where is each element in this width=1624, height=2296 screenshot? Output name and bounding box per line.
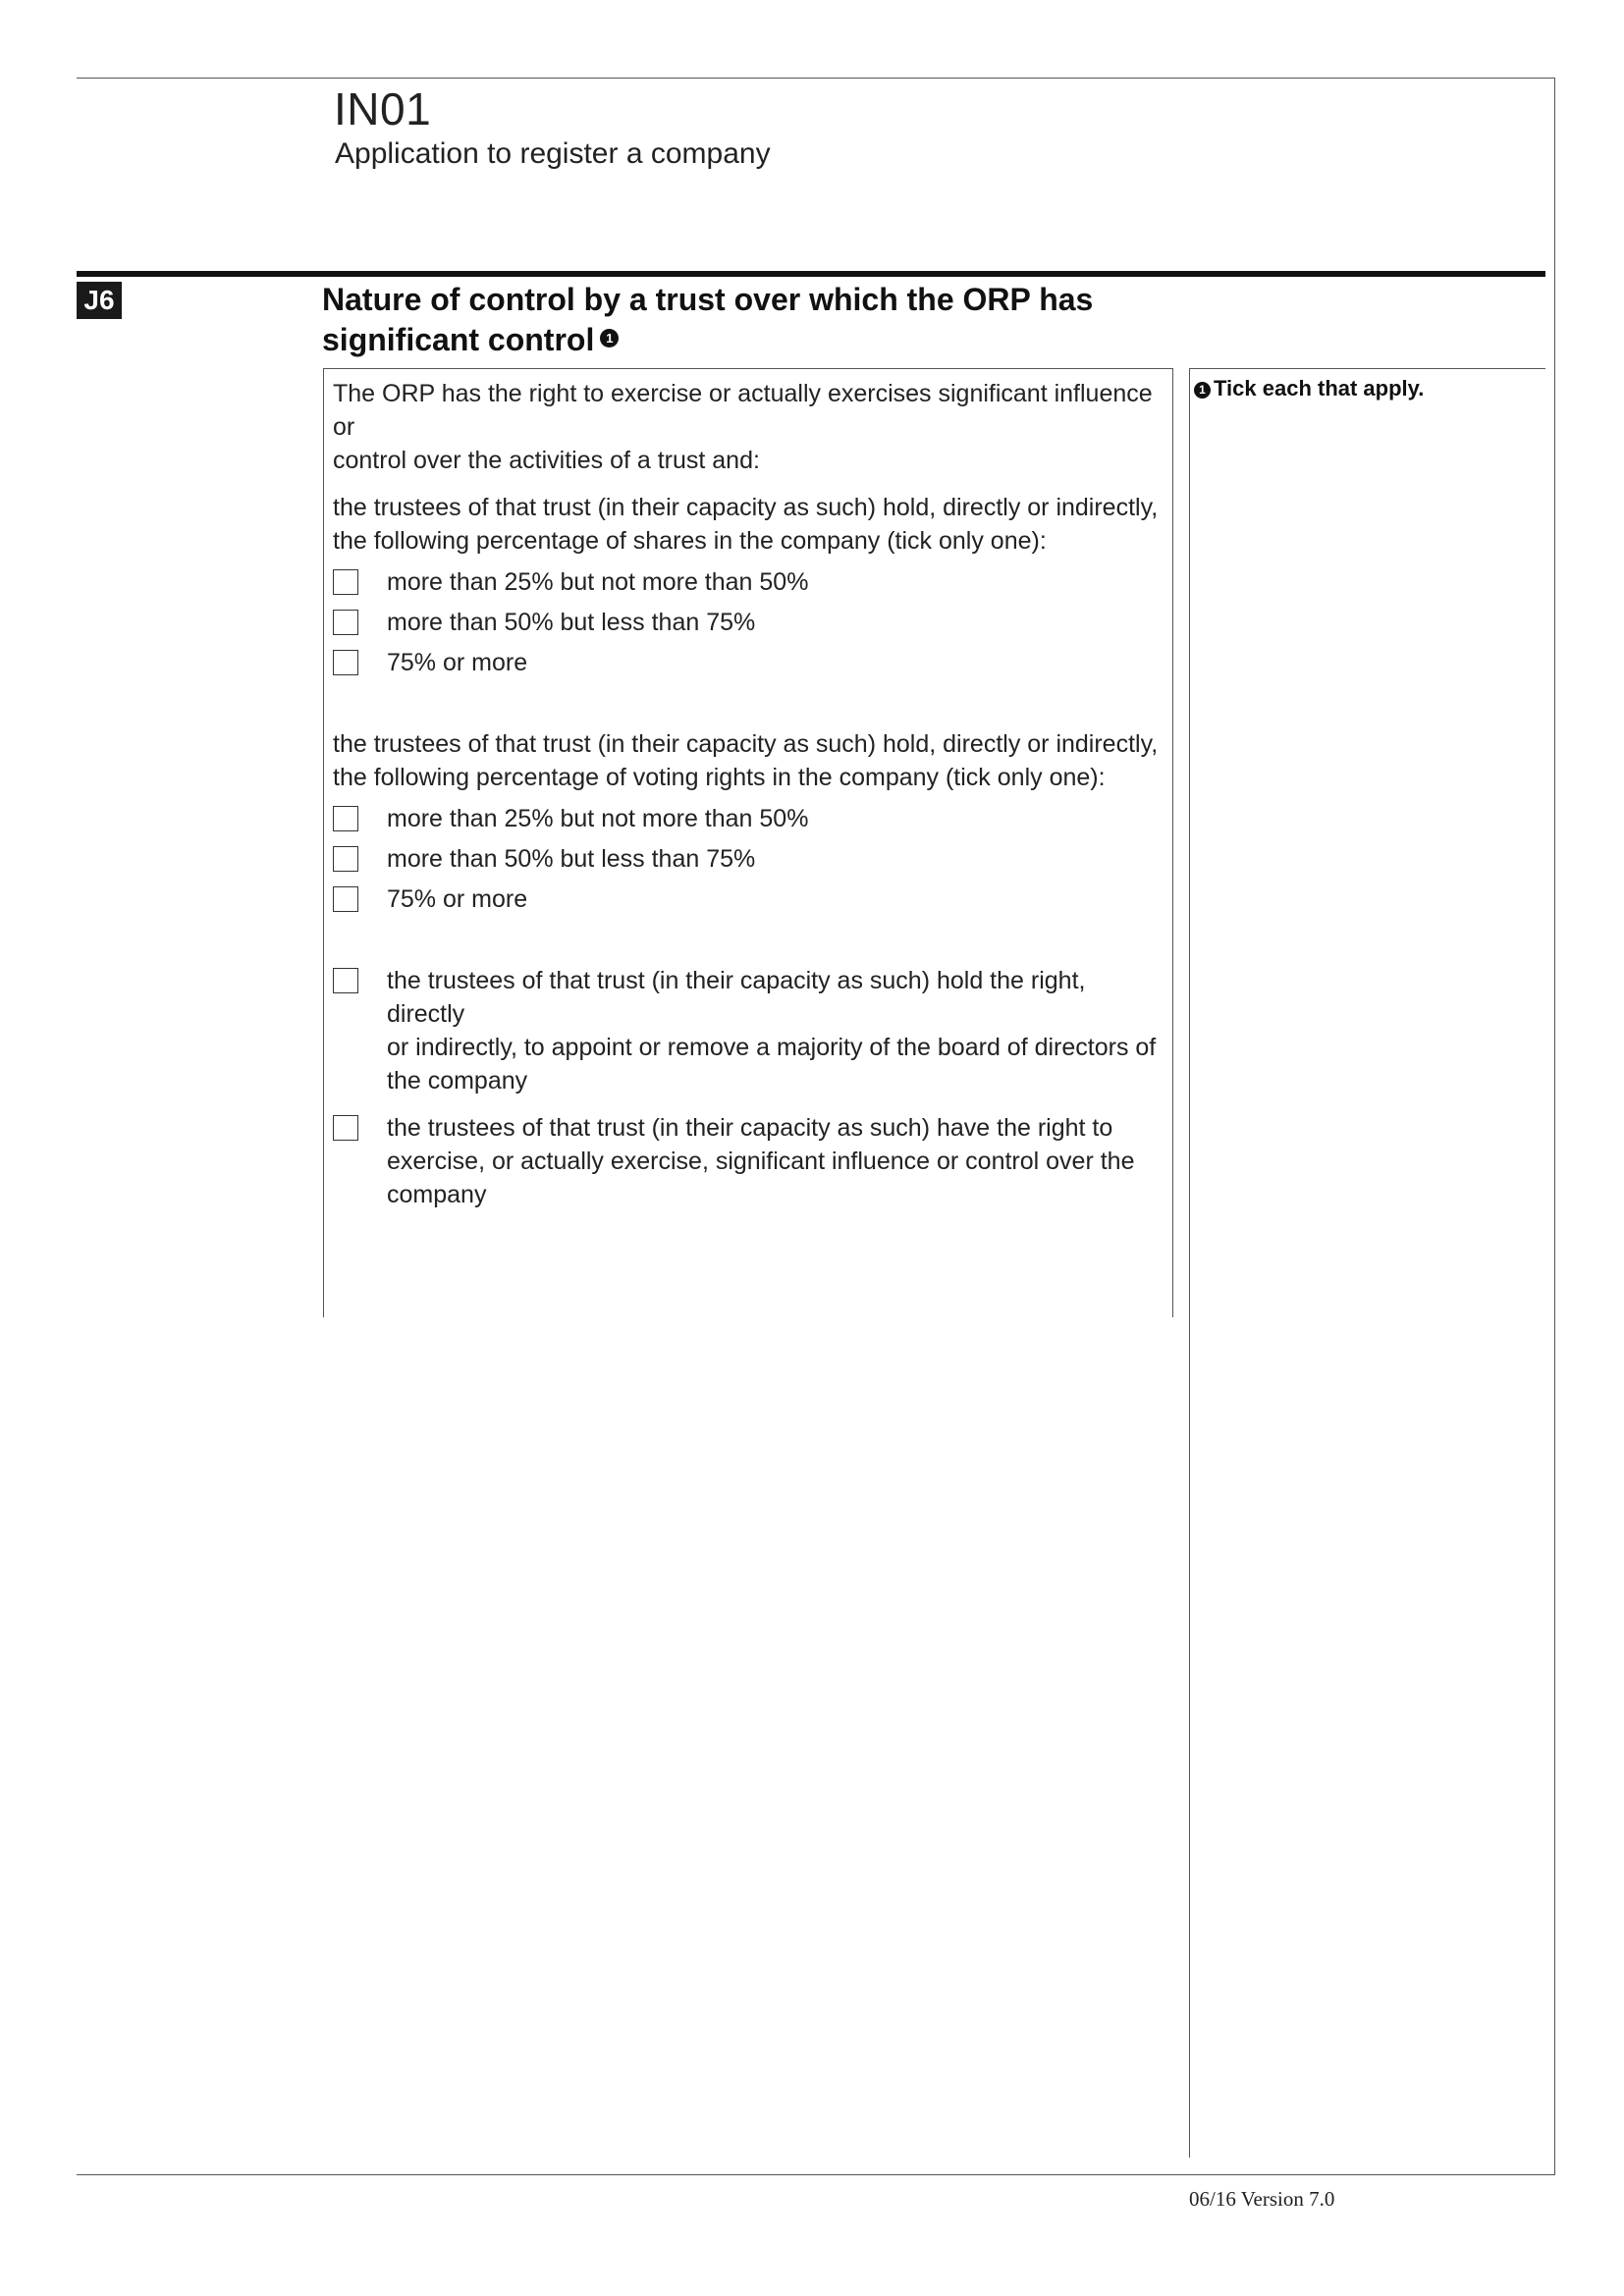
shares-option-50-75[interactable]	[333, 606, 1167, 645]
shares-50-75-checkbox[interactable]	[333, 610, 358, 635]
voting-75-plus-label: 75% or more	[387, 885, 528, 913]
shares-option-75-plus[interactable]	[333, 646, 1167, 685]
voting-option-25-50[interactable]	[333, 802, 1167, 841]
significant-influence-option[interactable]	[333, 1111, 1167, 1219]
page-border-top	[77, 78, 1555, 79]
shares-option-25-50[interactable]	[333, 565, 1167, 605]
shares-question: the trustees of that trust (in their capacity as such) hold, directly or indirectly, the following percentage of shares in the company (tick only one):	[333, 494, 1159, 555]
guidance-note-text: Tick each that apply.	[1214, 376, 1425, 400]
note-marker-icon: 1	[1194, 382, 1211, 399]
shares-75-plus-checkbox[interactable]	[333, 650, 358, 675]
voting-question: the trustees of that trust (in their capacity as such) hold, directly or indirectly, the following percentage of voting rights in the company (tick only one):	[333, 730, 1159, 791]
shares-75-plus-label: 75% or more	[387, 649, 528, 676]
appoint-directors-checkbox[interactable]	[333, 968, 358, 993]
note-marker-icon: 1	[600, 329, 619, 347]
shares-25-50-label: more than 25% but not more than 50%	[387, 568, 809, 596]
shares-25-50-checkbox[interactable]	[333, 569, 358, 595]
appoint-directors-label: the trustees of that trust (in their capacity as such) hold the right, directly or indirectly, to appoint or remove a majority of the board of directors of the company	[387, 967, 1157, 1095]
voting-50-75-label: more than 50% but less than 75%	[387, 845, 756, 873]
appoint-directors-option[interactable]	[333, 964, 1167, 1095]
significant-influence-checkbox[interactable]	[333, 1115, 358, 1141]
intro-text: The ORP has the right to exercise or actually exercises significant influence or control over the activities of a trust and:	[333, 380, 1153, 474]
page-border-right	[1554, 78, 1555, 2174]
voting-50-75-checkbox[interactable]	[333, 846, 358, 872]
section-heading-line1: Nature of control by a trust over which the ORP has	[322, 282, 1094, 317]
voting-option-50-75[interactable]	[333, 842, 1167, 881]
guidance-note	[1194, 376, 1424, 401]
form-code: IN01	[334, 83, 432, 134]
section-heading	[322, 280, 1127, 360]
control-options-panel	[323, 368, 1173, 1317]
voting-option-75-plus[interactable]	[333, 882, 1167, 922]
page-border-bottom	[77, 2174, 1555, 2175]
section-divider	[77, 271, 1545, 277]
voting-25-50-checkbox[interactable]	[333, 806, 358, 831]
form-title: Application to register a company	[335, 137, 771, 170]
section-badge: J6	[77, 282, 122, 319]
voting-25-50-label: more than 25% but not more than 50%	[387, 805, 809, 832]
significant-influence-label: the trustees of that trust (in their capacity as such) have the right to exercise, or actually exercise, significant influence or control over the company	[387, 1114, 1135, 1208]
form-version: 06/16 Version 7.0	[1189, 2187, 1335, 2211]
shares-50-75-label: more than 50% but less than 75%	[387, 609, 756, 636]
voting-75-plus-checkbox[interactable]	[333, 886, 358, 912]
guidance-column	[1189, 368, 1545, 2158]
section-heading-line2: significant control	[322, 322, 595, 357]
